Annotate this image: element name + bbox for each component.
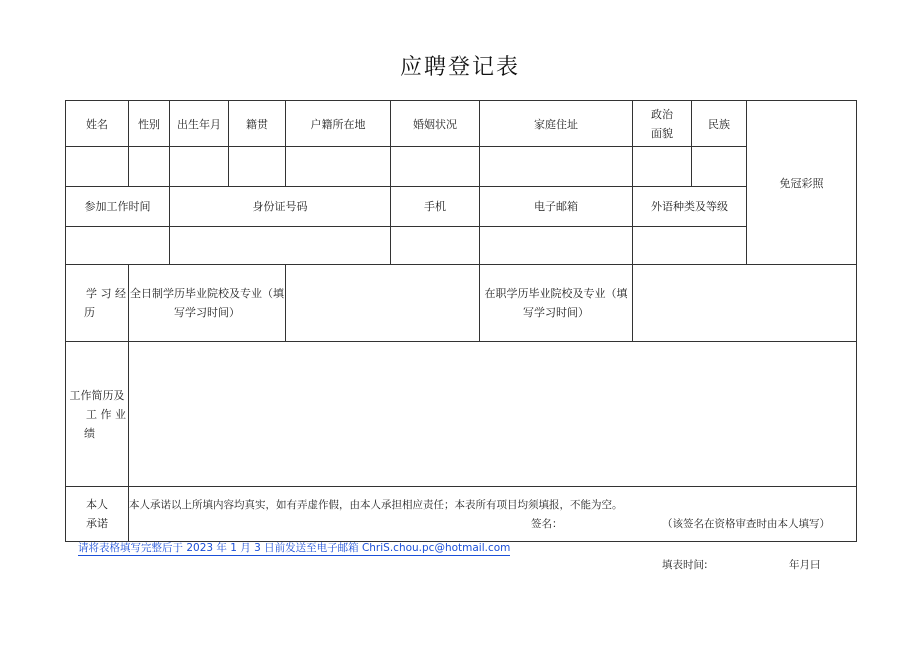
pledge-header bbox=[65, 486, 128, 542]
political-label-line1: 政治 bbox=[651, 108, 673, 121]
education-label-line1: 学 习 经 bbox=[86, 287, 126, 300]
work-start-header bbox=[65, 186, 169, 226]
fulltime-education-label-line2: 写学习时间） bbox=[174, 306, 240, 319]
email-field[interactable] bbox=[479, 226, 632, 265]
signature-label: 签名： bbox=[531, 518, 563, 530]
hukou-header bbox=[285, 100, 390, 147]
phone-label: 手机 bbox=[424, 200, 446, 213]
fulltime-education-field[interactable] bbox=[285, 264, 479, 341]
name-label: 姓名 bbox=[86, 117, 108, 131]
name-header bbox=[65, 100, 128, 147]
birth-header bbox=[169, 100, 228, 147]
form-title: 应聘登记表 bbox=[399, 55, 520, 80]
address-field[interactable] bbox=[479, 146, 632, 186]
marital-field[interactable] bbox=[390, 146, 479, 186]
political-header bbox=[632, 100, 691, 147]
photo-label: 免冠彩照 bbox=[779, 176, 824, 190]
submission-instruction-link[interactable]: 请将表格填写完整后于 2023 年 1 月 3 日前发送至电子邮箱 ChriS.chou.pc@hotmail.com bbox=[78, 542, 511, 554]
parttime-education-label-line1: 在职学历毕业院校及专业（填 bbox=[484, 287, 628, 300]
birth-field[interactable] bbox=[169, 146, 228, 186]
address-header bbox=[479, 100, 632, 147]
id-number-field[interactable] bbox=[169, 226, 390, 265]
address-label: 家庭住址 bbox=[534, 117, 578, 131]
gender-field[interactable] bbox=[128, 146, 169, 186]
parttime-education-field[interactable] bbox=[632, 264, 857, 341]
marital-label: 婚姻状况 bbox=[413, 117, 457, 131]
ethnicity-label: 民族 bbox=[708, 117, 730, 131]
ethnicity-header bbox=[691, 100, 746, 147]
email-label: 电子邮箱 bbox=[534, 200, 578, 213]
signature-note: （该签名在资格审查时由本人填写） bbox=[662, 518, 830, 530]
gender-label: 性别 bbox=[138, 117, 160, 131]
id-number-label: 身份证号码 bbox=[252, 200, 308, 213]
political-field[interactable] bbox=[632, 146, 691, 186]
native-place-header bbox=[228, 100, 285, 147]
work-start-label: 参加工作时间 bbox=[84, 200, 151, 213]
parttime-education-header bbox=[479, 264, 632, 341]
pledge-label-line2: 承诺 bbox=[86, 517, 108, 530]
hukou-label: 户籍所在地 bbox=[310, 117, 366, 131]
gender-header bbox=[128, 100, 169, 147]
native-place-field[interactable] bbox=[228, 146, 285, 186]
fill-time-label: 填表时间: bbox=[662, 559, 708, 571]
birth-label: 出生年月 bbox=[177, 117, 221, 131]
name-field[interactable] bbox=[65, 146, 128, 186]
work-start-field[interactable] bbox=[65, 226, 169, 265]
parttime-education-label-line2: 写学习时间） bbox=[523, 306, 589, 319]
pledge-text: 本人承诺以上所填内容均真实，如有弄虚作假，由本人承担相应责任；本表所有项目均须填报，不能为空。 bbox=[129, 499, 623, 511]
marital-header bbox=[390, 100, 479, 147]
work-history-label-line1: 工作简历及 bbox=[69, 388, 125, 402]
fulltime-education-header bbox=[128, 264, 285, 341]
language-field[interactable] bbox=[632, 226, 746, 265]
language-label: 外语种类及等级 bbox=[651, 200, 728, 213]
education-header bbox=[65, 264, 128, 341]
pledge-box bbox=[128, 486, 857, 542]
email-header bbox=[479, 186, 632, 226]
phone-field[interactable] bbox=[390, 226, 479, 265]
hukou-field[interactable] bbox=[285, 146, 390, 186]
ethnicity-field[interactable] bbox=[691, 146, 746, 186]
political-label-line2: 面貌 bbox=[651, 127, 673, 140]
fulltime-education-label-line1: 全日制学历毕业院校及专业（填 bbox=[130, 287, 284, 300]
work-history-label-line2: 工 作 业 bbox=[86, 407, 126, 421]
id-number-header bbox=[169, 186, 390, 226]
language-header bbox=[632, 186, 746, 226]
education-label-line2: 历 bbox=[84, 306, 95, 319]
work-history-header bbox=[65, 341, 128, 486]
work-history-field[interactable] bbox=[128, 341, 857, 486]
work-history-label-line3: 绩 bbox=[84, 426, 95, 440]
photo-box[interactable] bbox=[746, 100, 857, 265]
native-place-label: 籍贯 bbox=[246, 117, 268, 131]
fill-date-label: 年月曰 bbox=[789, 559, 821, 571]
pledge-label-line1: 本人 bbox=[86, 498, 108, 511]
phone-header bbox=[390, 186, 479, 226]
